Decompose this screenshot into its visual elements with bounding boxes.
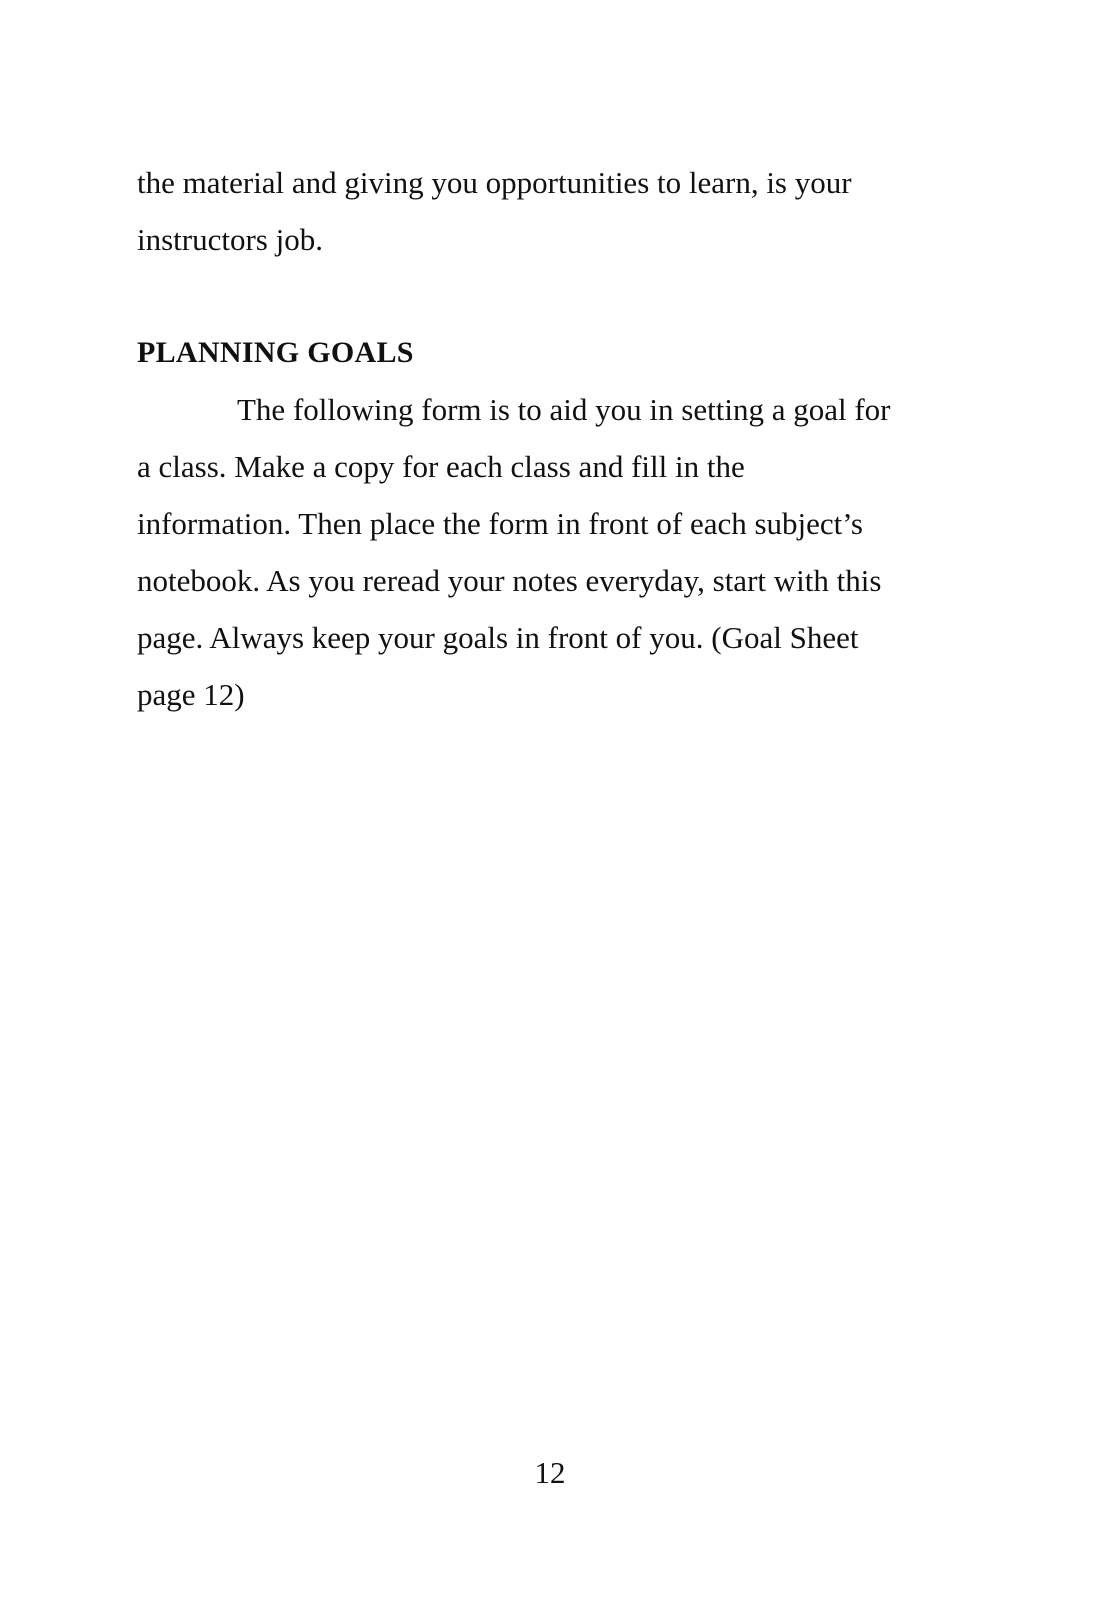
section-paragraph xyxy=(137,381,957,723)
intro-paragraph xyxy=(137,154,957,268)
text-line-first xyxy=(137,381,957,438)
text-line: page 12) xyxy=(137,677,245,712)
text-line-content: The following form is to aid you in setting a goal for xyxy=(237,392,891,427)
text-line: the material and giving you opportunities to learn, is your xyxy=(137,165,852,200)
text-line: instructors job. xyxy=(137,222,323,257)
section-heading: PLANNING GOALS xyxy=(137,336,414,369)
text-line: a class. Make a copy for each class and fill in the xyxy=(137,449,745,484)
text-line: notebook. As you reread your notes everyday, start with this xyxy=(137,563,882,598)
page-content xyxy=(137,154,957,723)
text-line: information. Then place the form in front of each subject’s xyxy=(137,506,863,541)
text-line: page. Always keep your goals in front of you. (Goal Sheet xyxy=(137,620,859,655)
page-number: 12 xyxy=(534,1455,566,1490)
